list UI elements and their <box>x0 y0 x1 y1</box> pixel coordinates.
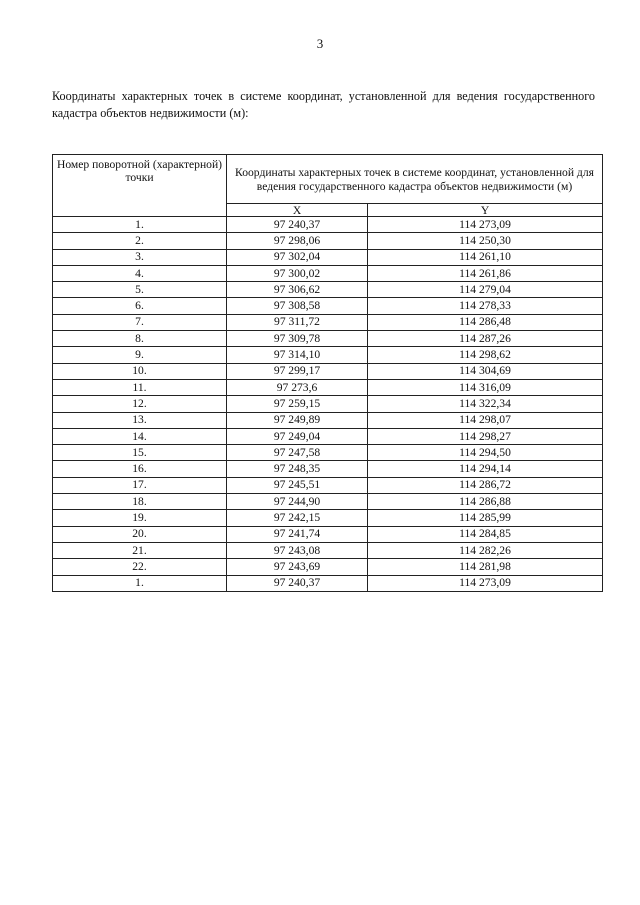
header-y: Y <box>368 204 603 217</box>
header-point-number: Номер поворотной (характерной) точки <box>53 155 227 217</box>
x-coordinate-cell: 97 241,74 <box>227 526 368 542</box>
table-row <box>53 379 603 395</box>
table-row <box>53 363 603 379</box>
table-row <box>53 233 603 249</box>
y-coordinate-cell: 114 286,72 <box>368 477 603 493</box>
y-coordinate-cell: 114 322,34 <box>368 396 603 412</box>
x-coordinate-cell: 97 309,78 <box>227 331 368 347</box>
point-number-cell: 1. <box>53 217 227 233</box>
y-coordinate-cell: 114 282,26 <box>368 542 603 558</box>
point-number-cell: 10. <box>53 363 227 379</box>
table-row <box>53 217 603 233</box>
point-number-cell: 15. <box>53 445 227 461</box>
y-coordinate-cell: 114 298,07 <box>368 412 603 428</box>
point-number-cell: 5. <box>53 282 227 298</box>
header-x: X <box>227 204 368 217</box>
table-row <box>53 477 603 493</box>
x-coordinate-cell: 97 300,02 <box>227 265 368 281</box>
y-coordinate-cell: 114 279,04 <box>368 282 603 298</box>
x-coordinate-cell: 97 243,69 <box>227 559 368 575</box>
page-number: 3 <box>316 36 324 51</box>
point-number-cell: 14. <box>53 428 227 444</box>
y-coordinate-cell: 114 250,30 <box>368 233 603 249</box>
x-coordinate-cell: 97 314,10 <box>227 347 368 363</box>
x-coordinate-cell: 97 249,89 <box>227 412 368 428</box>
point-number-cell: 2. <box>53 233 227 249</box>
x-coordinate-cell: 97 302,04 <box>227 249 368 265</box>
table-row <box>53 542 603 558</box>
table-row <box>53 331 603 347</box>
point-number-cell: 7. <box>53 314 227 330</box>
table-row <box>53 298 603 314</box>
table-header <box>53 155 603 217</box>
point-number-cell: 9. <box>53 347 227 363</box>
y-coordinate-cell: 114 298,62 <box>368 347 603 363</box>
y-coordinate-cell: 114 273,09 <box>368 575 603 591</box>
table-row <box>53 314 603 330</box>
point-number-cell: 19. <box>53 510 227 526</box>
table-row <box>53 559 603 575</box>
point-number-cell: 22. <box>53 559 227 575</box>
y-coordinate-cell: 114 261,86 <box>368 265 603 281</box>
y-coordinate-cell: 114 286,88 <box>368 494 603 510</box>
y-coordinate-cell: 114 316,09 <box>368 379 603 395</box>
y-coordinate-cell: 114 286,48 <box>368 314 603 330</box>
point-number-cell: 17. <box>53 477 227 493</box>
table-row <box>53 428 603 444</box>
x-coordinate-cell: 97 259,15 <box>227 396 368 412</box>
x-coordinate-cell: 97 273,6 <box>227 379 368 395</box>
point-number-cell: 6. <box>53 298 227 314</box>
table-row <box>53 282 603 298</box>
x-coordinate-cell: 97 248,35 <box>227 461 368 477</box>
y-coordinate-cell: 114 281,98 <box>368 559 603 575</box>
y-coordinate-cell: 114 294,14 <box>368 461 603 477</box>
x-coordinate-cell: 97 306,62 <box>227 282 368 298</box>
x-coordinate-cell: 97 245,51 <box>227 477 368 493</box>
intro-paragraph: Координаты характерных точек в системе координат, установленной для ведения государственного кадастра объектов недвижимости (м): <box>52 89 595 120</box>
table-row <box>53 575 603 591</box>
x-coordinate-cell: 97 311,72 <box>227 314 368 330</box>
point-number-cell: 21. <box>53 542 227 558</box>
x-coordinate-cell: 97 240,37 <box>227 575 368 591</box>
y-coordinate-cell: 114 294,50 <box>368 445 603 461</box>
x-coordinate-cell: 97 240,37 <box>227 217 368 233</box>
table-row <box>53 461 603 477</box>
x-coordinate-cell: 97 249,04 <box>227 428 368 444</box>
table-row <box>53 412 603 428</box>
table-row <box>53 526 603 542</box>
point-number-cell: 20. <box>53 526 227 542</box>
point-number-cell: 4. <box>53 265 227 281</box>
coordinates-table <box>52 154 603 592</box>
x-coordinate-cell: 97 243,08 <box>227 542 368 558</box>
y-coordinate-cell: 114 278,33 <box>368 298 603 314</box>
point-number-cell: 8. <box>53 331 227 347</box>
x-coordinate-cell: 97 244,90 <box>227 494 368 510</box>
y-coordinate-cell: 114 261,10 <box>368 249 603 265</box>
point-number-cell: 12. <box>53 396 227 412</box>
y-coordinate-cell: 114 287,26 <box>368 331 603 347</box>
y-coordinate-cell: 114 285,99 <box>368 510 603 526</box>
table-row <box>53 494 603 510</box>
x-coordinate-cell: 97 299,17 <box>227 363 368 379</box>
point-number-cell: 11. <box>53 379 227 395</box>
table-row <box>53 265 603 281</box>
point-number-cell: 1. <box>53 575 227 591</box>
x-coordinate-cell: 97 242,15 <box>227 510 368 526</box>
table-row <box>53 510 603 526</box>
y-coordinate-cell: 114 284,85 <box>368 526 603 542</box>
header-coordinates: Координаты характерных точек в системе координат, установленной для ведения государственного кадастра объектов недвижимости (м) <box>227 155 603 204</box>
x-coordinate-cell: 97 298,06 <box>227 233 368 249</box>
point-number-cell: 3. <box>53 249 227 265</box>
table-row <box>53 445 603 461</box>
table-row <box>53 347 603 363</box>
table-body <box>53 217 603 592</box>
y-coordinate-cell: 114 273,09 <box>368 217 603 233</box>
x-coordinate-cell: 97 308,58 <box>227 298 368 314</box>
y-coordinate-cell: 114 304,69 <box>368 363 603 379</box>
point-number-cell: 18. <box>53 494 227 510</box>
point-number-cell: 13. <box>53 412 227 428</box>
y-coordinate-cell: 114 298,27 <box>368 428 603 444</box>
x-coordinate-cell: 97 247,58 <box>227 445 368 461</box>
table-row <box>53 396 603 412</box>
point-number-cell: 16. <box>53 461 227 477</box>
table-row <box>53 249 603 265</box>
